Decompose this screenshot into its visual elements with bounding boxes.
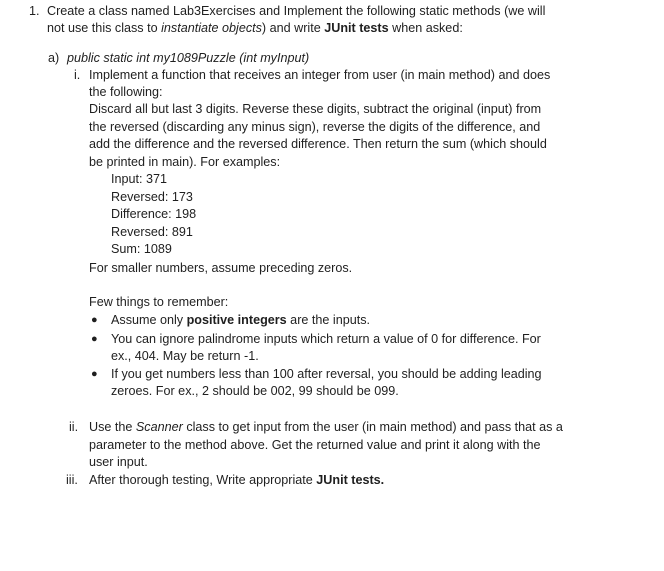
question-number: 1. [29, 4, 40, 18]
bullet-icon: ● [91, 333, 98, 345]
bullet-icon: ● [91, 314, 98, 326]
instruction-line: be printed in main). For examples: [89, 155, 281, 169]
bullet-icon: ● [91, 368, 98, 380]
instruction-line: parameter to the method above. Get the returned value and print it along with the [89, 438, 541, 452]
question-intro-line2: not use this class to instantiate objects) and write JUnit tests when asked: [47, 21, 463, 35]
instruction-line: add the difference and the reversed difference. Then return the sum (which should [89, 137, 547, 151]
example-line: Sum: 1089 [111, 242, 172, 256]
bullet-text: Assume only positive integers are the inputs. [111, 313, 370, 327]
bullet-text: If you get numbers less than 100 after reversal, you should be adding leading [111, 367, 542, 381]
bullet-text: ex., 404. May be return -1. [111, 349, 259, 363]
instruction-line: the following: [89, 85, 163, 99]
instruction-line: user input. [89, 455, 148, 469]
item-numeral-ii: ii. [69, 420, 79, 434]
smaller-numbers-note: For smaller numbers, assume preceding zeros. [89, 261, 353, 275]
example-line: Reversed: 173 [111, 190, 193, 204]
instruction-line: the reversed (discarding any minus sign), reverse the digits of the difference, and [89, 120, 541, 134]
instruction-line: After thorough testing, Write appropriate JUnit tests. [89, 473, 385, 487]
bullet-text: zeroes. For ex., 2 should be 002, 99 should be 099. [111, 384, 399, 398]
bullet-text: You can ignore palindrome inputs which return a value of 0 for difference. For [111, 332, 541, 346]
item-numeral-iii: iii. [66, 473, 78, 487]
example-line: Difference: 198 [111, 207, 197, 221]
method-signature: public static int my1089Puzzle (int myInput) [67, 51, 310, 65]
part-letter: a) [48, 51, 60, 65]
instruction-line: Use the Scanner class to get input from the user (in main method) and pass that as a [89, 420, 563, 434]
remember-heading: Few things to remember: [89, 295, 229, 309]
instruction-line: Discard all but last 3 digits. Reverse these digits, subtract the original (input) from [89, 102, 542, 116]
example-line: Input: 371 [111, 172, 168, 186]
item-numeral-i: i. [74, 68, 81, 82]
example-line: Reversed: 891 [111, 225, 193, 239]
question-intro-line1: Create a class named Lab3Exercises and Implement the following static methods (we will [47, 4, 546, 18]
instruction-line: Implement a function that receives an integer from user (in main method) and does [89, 68, 551, 82]
